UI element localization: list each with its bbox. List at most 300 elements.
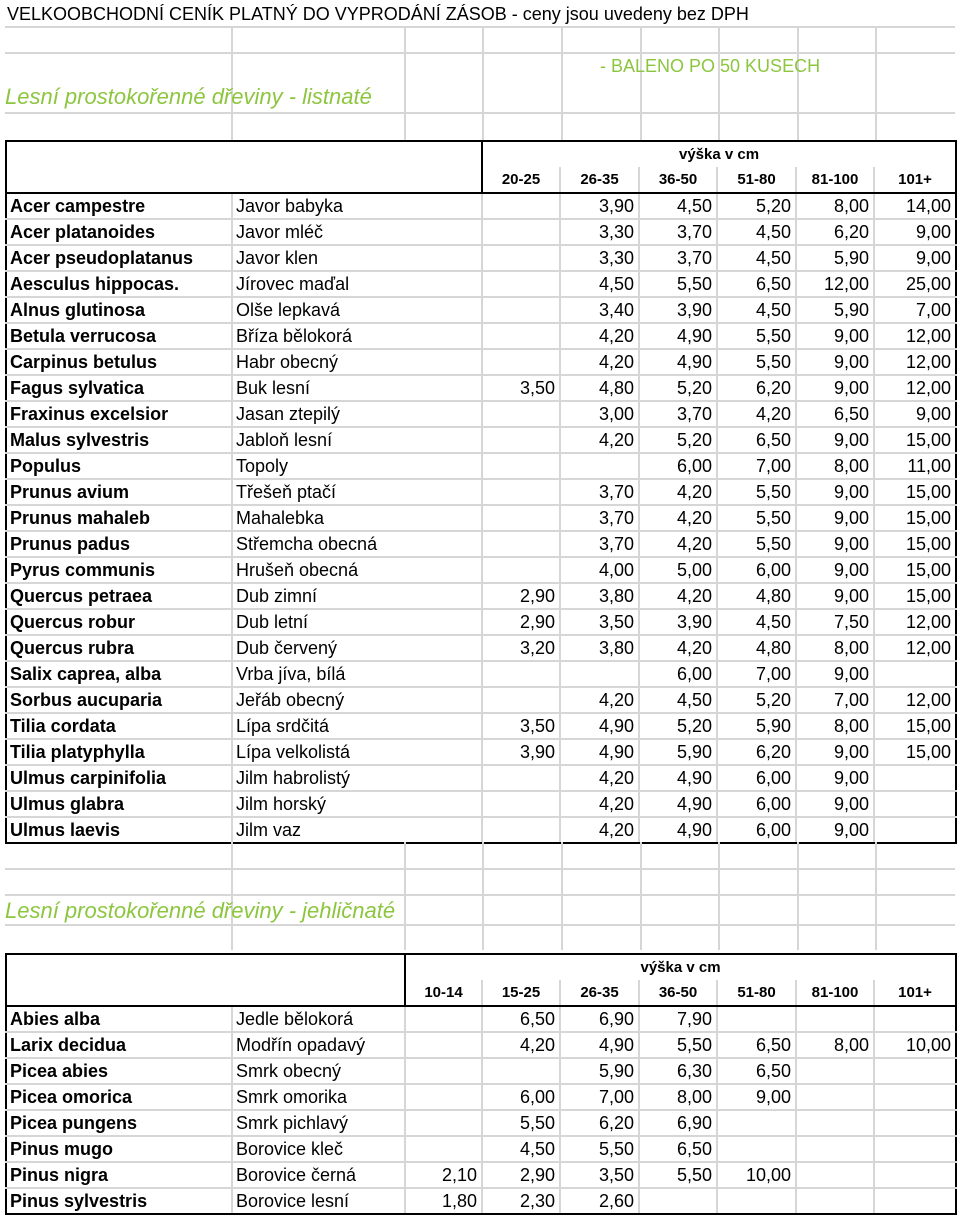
price-table-jehlicnate (5, 953, 957, 1215)
price-cell: 5,90 (796, 245, 874, 271)
price-cell (482, 219, 560, 245)
price-cell: 4,20 (560, 349, 639, 375)
packaging-note: - BALENO PO 50 KUSECH (600, 56, 821, 76)
price-cell: 6,50 (717, 1032, 796, 1058)
price-cell: 4,00 (560, 557, 639, 583)
section-title-listnate: Lesní prostokořenné dřeviny - listnaté (5, 84, 372, 109)
price-cell: 5,20 (717, 687, 796, 713)
price-cell: 4,90 (639, 323, 717, 349)
price-cell: 15,00 (874, 427, 956, 453)
latin-name: Pinus sylvestris (6, 1188, 232, 1214)
price-cell: 5,50 (717, 349, 796, 375)
price-cell (874, 1136, 956, 1162)
latin-name: Abies alba (6, 1006, 232, 1032)
price-cell: 2,90 (482, 609, 560, 635)
price-cell: 3,30 (560, 219, 639, 245)
price-cell: 7,90 (639, 1006, 717, 1032)
price-cell (874, 817, 956, 843)
price-cell: 4,90 (639, 765, 717, 791)
price-cell: 8,00 (796, 193, 874, 219)
price-cell: 3,50 (482, 713, 560, 739)
price-cell: 9,00 (796, 739, 874, 765)
price-cell: 5,50 (717, 323, 796, 349)
price-cell (482, 557, 560, 583)
czech-name: Střemcha obecná (232, 531, 482, 557)
latin-name: Acer platanoides (6, 219, 232, 245)
header-blank-cell (6, 954, 405, 1006)
price-cell: 8,00 (796, 635, 874, 661)
price-cell: 6,20 (560, 1110, 639, 1136)
page-title: VELKOOBCHODNÍ CENÍK PLATNÝ DO VYPRODÁNÍ ZÁSOB - ceny jsou uvedeny bez DPH (7, 4, 749, 24)
latin-name: Picea pungens (6, 1110, 232, 1136)
czech-name: Jeřáb obecný (232, 687, 482, 713)
czech-name: Olše lepkavá (232, 297, 482, 323)
price-cell (796, 1110, 874, 1136)
latin-name: Aesculus hippocas. (6, 271, 232, 297)
price-cell (639, 1188, 717, 1214)
price-cell: 6,20 (717, 739, 796, 765)
price-cell: 3,80 (560, 583, 639, 609)
price-cell: 3,70 (560, 531, 639, 557)
price-cell: 5,20 (639, 713, 717, 739)
column-header: 15-25 (482, 980, 560, 1006)
latin-name: Tilia cordata (6, 713, 232, 739)
price-cell: 10,00 (874, 1032, 956, 1058)
czech-name: Bříza bělokorá (232, 323, 482, 349)
price-cell: 6,00 (639, 453, 717, 479)
latin-name: Tilia platyphylla (6, 739, 232, 765)
price-cell: 12,00 (874, 349, 956, 375)
price-cell (482, 427, 560, 453)
price-cell: 9,00 (796, 427, 874, 453)
price-table-listnate (5, 140, 957, 844)
column-header: 101+ (874, 167, 956, 193)
price-cell: 3,90 (482, 739, 560, 765)
czech-name: Dub letní (232, 609, 482, 635)
price-cell (405, 1006, 482, 1032)
price-cell: 4,90 (639, 791, 717, 817)
column-header: 10-14 (405, 980, 482, 1006)
czech-name: Javor klen (232, 245, 482, 271)
price-cell: 9,00 (874, 245, 956, 271)
price-cell: 15,00 (874, 479, 956, 505)
price-cell (405, 1058, 482, 1084)
price-cell: 9,00 (796, 817, 874, 843)
price-cell (717, 1006, 796, 1032)
price-cell (482, 349, 560, 375)
table-row (6, 297, 956, 323)
price-cell (482, 1058, 560, 1084)
price-cell: 6,20 (717, 375, 796, 401)
price-cell: 7,00 (717, 661, 796, 687)
price-cell: 4,90 (560, 1032, 639, 1058)
price-cell (874, 1188, 956, 1214)
price-cell: 15,00 (874, 583, 956, 609)
price-cell: 2,10 (405, 1162, 482, 1188)
price-cell: 9,00 (796, 323, 874, 349)
price-cell: 3,00 (560, 401, 639, 427)
table-row (6, 713, 956, 739)
czech-name: Borovice černá (232, 1162, 405, 1188)
czech-name: Jilm horský (232, 791, 482, 817)
latin-name: Populus (6, 453, 232, 479)
price-cell: 4,80 (717, 635, 796, 661)
column-header: 36-50 (639, 167, 717, 193)
price-cell: 6,50 (639, 1136, 717, 1162)
price-cell: 4,20 (560, 817, 639, 843)
price-cell (717, 1136, 796, 1162)
latin-name: Acer pseudoplatanus (6, 245, 232, 271)
czech-name: Borovice lesní (232, 1188, 405, 1214)
price-cell: 6,00 (717, 791, 796, 817)
price-cell: 8,00 (796, 1032, 874, 1058)
price-cell: 6,50 (482, 1006, 560, 1032)
price-cell (874, 1006, 956, 1032)
table-row (6, 1084, 956, 1110)
latin-name: Fagus sylvatica (6, 375, 232, 401)
column-header: 26-35 (560, 167, 639, 193)
table-row (6, 479, 956, 505)
table-row (6, 791, 956, 817)
price-cell: 3,30 (560, 245, 639, 271)
price-cell (482, 193, 560, 219)
price-cell (482, 687, 560, 713)
price-cell: 3,70 (560, 505, 639, 531)
latin-name: Pinus nigra (6, 1162, 232, 1188)
latin-name: Quercus robur (6, 609, 232, 635)
price-cell (874, 661, 956, 687)
latin-name: Sorbus aucuparia (6, 687, 232, 713)
price-cell: 7,00 (796, 687, 874, 713)
price-cell: 12,00 (874, 609, 956, 635)
price-cell: 5,50 (717, 505, 796, 531)
latin-name: Prunus padus (6, 531, 232, 557)
price-cell: 3,70 (639, 245, 717, 271)
price-cell: 4,20 (639, 531, 717, 557)
price-cell: 8,00 (796, 453, 874, 479)
price-cell: 6,90 (560, 1006, 639, 1032)
blank-rows-middle (5, 842, 955, 950)
price-cell: 6,50 (796, 401, 874, 427)
table-row (6, 739, 956, 765)
latin-name: Larix decidua (6, 1032, 232, 1058)
czech-name: Vrba jíva, bílá (232, 661, 482, 687)
price-cell: 3,90 (560, 193, 639, 219)
latin-name: Pyrus communis (6, 557, 232, 583)
price-cell: 12,00 (874, 375, 956, 401)
price-cell: 4,20 (639, 583, 717, 609)
price-cell (482, 661, 560, 687)
table-row (6, 1058, 956, 1084)
price-cell: 6,50 (717, 271, 796, 297)
table-row (6, 323, 956, 349)
price-cell (874, 1058, 956, 1084)
price-cell: 6,30 (639, 1058, 717, 1084)
column-header: 26-35 (560, 980, 639, 1006)
price-cell: 4,80 (717, 583, 796, 609)
price-cell (874, 1162, 956, 1188)
price-cell: 7,00 (874, 297, 956, 323)
price-cell: 5,20 (639, 375, 717, 401)
price-cell: 3,40 (560, 297, 639, 323)
latin-name: Prunus avium (6, 479, 232, 505)
price-cell: 4,50 (560, 271, 639, 297)
czech-name: Smrk obecný (232, 1058, 405, 1084)
czech-name: Lípa srdčitá (232, 713, 482, 739)
price-cell: 11,00 (874, 453, 956, 479)
czech-name: Smrk omorika (232, 1084, 405, 1110)
price-cell: 9,00 (874, 219, 956, 245)
latin-name: Salix caprea, alba (6, 661, 232, 687)
price-cell (796, 1162, 874, 1188)
price-cell: 4,20 (639, 635, 717, 661)
price-cell: 4,50 (717, 297, 796, 323)
table-row (6, 583, 956, 609)
price-cell (874, 1110, 956, 1136)
czech-name: Modřín opadavý (232, 1032, 405, 1058)
czech-name: Lípa velkolistá (232, 739, 482, 765)
price-cell: 3,80 (560, 635, 639, 661)
czech-name: Třešeň ptačí (232, 479, 482, 505)
price-cell: 9,00 (796, 349, 874, 375)
price-cell: 5,50 (482, 1110, 560, 1136)
price-cell: 4,20 (560, 323, 639, 349)
price-cell: 15,00 (874, 531, 956, 557)
price-cell: 5,50 (717, 531, 796, 557)
price-cell: 4,90 (560, 713, 639, 739)
column-header: 51-80 (717, 980, 796, 1006)
price-cell (482, 505, 560, 531)
section-title-jehlicnate: Lesní prostokořenné dřeviny - jehličnaté (5, 898, 396, 923)
price-cell: 4,90 (560, 739, 639, 765)
column-header: 101+ (874, 980, 956, 1006)
price-cell (560, 661, 639, 687)
price-cell: 5,20 (639, 427, 717, 453)
price-cell: 9,00 (796, 661, 874, 687)
price-cell: 3,20 (482, 635, 560, 661)
latin-name: Alnus glutinosa (6, 297, 232, 323)
price-cell: 5,50 (639, 1032, 717, 1058)
price-cell: 2,60 (560, 1188, 639, 1214)
czech-name: Jabloň lesní (232, 427, 482, 453)
table-row (6, 1136, 956, 1162)
price-cell: 4,20 (560, 791, 639, 817)
price-cell: 5,90 (560, 1058, 639, 1084)
price-cell (405, 1136, 482, 1162)
price-cell (482, 401, 560, 427)
price-cell: 12,00 (874, 323, 956, 349)
table-row (6, 609, 956, 635)
price-cell (482, 531, 560, 557)
height-label: výška v cm (482, 141, 956, 167)
czech-name: Hrušeň obecná (232, 557, 482, 583)
price-cell (482, 479, 560, 505)
price-cell: 4,80 (560, 375, 639, 401)
czech-name: Habr obecný (232, 349, 482, 375)
price-cell: 6,00 (717, 557, 796, 583)
czech-name: Dub zimní (232, 583, 482, 609)
price-cell (482, 271, 560, 297)
table-row (6, 687, 956, 713)
price-cell: 5,00 (639, 557, 717, 583)
table-row (6, 453, 956, 479)
table-row (6, 635, 956, 661)
price-cell: 2,90 (482, 1162, 560, 1188)
price-cell: 3,50 (482, 375, 560, 401)
price-cell: 3,70 (639, 401, 717, 427)
price-cell: 8,00 (639, 1084, 717, 1110)
table-row (6, 661, 956, 687)
czech-name: Jasan ztepilý (232, 401, 482, 427)
price-cell: 15,00 (874, 713, 956, 739)
price-cell (796, 1084, 874, 1110)
price-cell: 5,20 (717, 193, 796, 219)
table-row (6, 765, 956, 791)
table-row (6, 1188, 956, 1214)
table-row (6, 375, 956, 401)
price-cell: 4,50 (639, 193, 717, 219)
height-label: výška v cm (405, 954, 956, 980)
czech-name: Dub červený (232, 635, 482, 661)
price-cell (405, 1032, 482, 1058)
latin-name: Quercus petraea (6, 583, 232, 609)
price-cell (405, 1110, 482, 1136)
column-header: 51-80 (717, 167, 796, 193)
latin-name: Betula verrucosa (6, 323, 232, 349)
price-cell: 4,20 (560, 765, 639, 791)
column-header: 81-100 (796, 167, 874, 193)
price-cell: 6,90 (639, 1110, 717, 1136)
price-cell: 6,00 (639, 661, 717, 687)
price-cell: 4,20 (639, 505, 717, 531)
latin-name: Picea abies (6, 1058, 232, 1084)
latin-name: Pinus mugo (6, 1136, 232, 1162)
price-cell: 4,20 (560, 427, 639, 453)
table-row (6, 531, 956, 557)
latin-name: Acer campestre (6, 193, 232, 219)
price-cell: 15,00 (874, 557, 956, 583)
table-row (6, 1006, 956, 1032)
price-cell: 3,50 (560, 609, 639, 635)
price-cell: 6,20 (796, 219, 874, 245)
price-cell: 6,00 (717, 765, 796, 791)
column-header: 20-25 (482, 167, 560, 193)
price-cell: 10,00 (717, 1162, 796, 1188)
price-cell (796, 1188, 874, 1214)
table-row (6, 817, 956, 843)
latin-name: Malus sylvestris (6, 427, 232, 453)
price-cell (717, 1188, 796, 1214)
czech-name: Jilm vaz (232, 817, 482, 843)
price-cell: 6,50 (717, 1058, 796, 1084)
price-cell: 7,00 (560, 1084, 639, 1110)
price-cell: 4,50 (717, 609, 796, 635)
price-cell: 4,20 (717, 401, 796, 427)
table-row (6, 1032, 956, 1058)
price-cell: 9,00 (796, 375, 874, 401)
price-cell: 9,00 (796, 479, 874, 505)
price-cell: 7,00 (717, 453, 796, 479)
price-cell: 2,90 (482, 583, 560, 609)
latin-name: Quercus rubra (6, 635, 232, 661)
blank-rows-top (5, 26, 955, 140)
czech-name: Jírovec maďal (232, 271, 482, 297)
price-cell: 6,00 (482, 1084, 560, 1110)
price-cell: 5,50 (717, 479, 796, 505)
price-cell (874, 765, 956, 791)
czech-name: Jilm habrolistý (232, 765, 482, 791)
price-cell: 12,00 (874, 635, 956, 661)
price-cell: 5,90 (639, 739, 717, 765)
price-cell: 9,00 (796, 583, 874, 609)
price-cell (874, 1084, 956, 1110)
price-cell (482, 791, 560, 817)
header-blank-cell (6, 141, 482, 193)
price-cell: 6,50 (717, 427, 796, 453)
price-cell (482, 817, 560, 843)
latin-name: Ulmus carpinifolia (6, 765, 232, 791)
price-cell: 4,50 (717, 219, 796, 245)
czech-name: Javor mléč (232, 219, 482, 245)
latin-name: Fraxinus excelsior (6, 401, 232, 427)
price-cell: 4,50 (639, 687, 717, 713)
table-row (6, 505, 956, 531)
price-cell (796, 1058, 874, 1084)
column-header: 36-50 (639, 980, 717, 1006)
price-cell: 5,50 (639, 271, 717, 297)
price-cell: 8,00 (796, 713, 874, 739)
table-row (6, 1110, 956, 1136)
price-cell: 9,00 (717, 1084, 796, 1110)
table-row (6, 349, 956, 375)
price-cell (796, 1136, 874, 1162)
price-cell: 4,90 (639, 817, 717, 843)
price-cell: 5,50 (639, 1162, 717, 1188)
table-row (6, 557, 956, 583)
czech-name: Borovice kleč (232, 1136, 405, 1162)
price-cell (874, 791, 956, 817)
price-cell (482, 765, 560, 791)
price-cell: 15,00 (874, 739, 956, 765)
height-label-row (6, 141, 956, 167)
price-cell: 3,90 (639, 297, 717, 323)
table-row (6, 1162, 956, 1188)
price-cell (482, 245, 560, 271)
czech-name: Buk lesní (232, 375, 482, 401)
price-cell: 1,80 (405, 1188, 482, 1214)
czech-name: Javor babyka (232, 193, 482, 219)
price-cell: 9,00 (796, 505, 874, 531)
latin-name: Ulmus glabra (6, 791, 232, 817)
table-row (6, 401, 956, 427)
price-cell (405, 1084, 482, 1110)
price-cell: 9,00 (874, 401, 956, 427)
price-cell: 4,20 (482, 1032, 560, 1058)
price-cell: 3,70 (560, 479, 639, 505)
table-row (6, 427, 956, 453)
price-cell: 4,20 (639, 479, 717, 505)
price-cell: 4,90 (639, 349, 717, 375)
latin-name: Picea omorica (6, 1084, 232, 1110)
price-cell: 12,00 (874, 687, 956, 713)
price-cell: 3,50 (560, 1162, 639, 1188)
price-cell: 9,00 (796, 557, 874, 583)
price-cell: 2,30 (482, 1188, 560, 1214)
price-cell: 3,90 (639, 609, 717, 635)
czech-name: Mahalebka (232, 505, 482, 531)
czech-name: Jedle bělokorá (232, 1006, 405, 1032)
price-cell (482, 453, 560, 479)
